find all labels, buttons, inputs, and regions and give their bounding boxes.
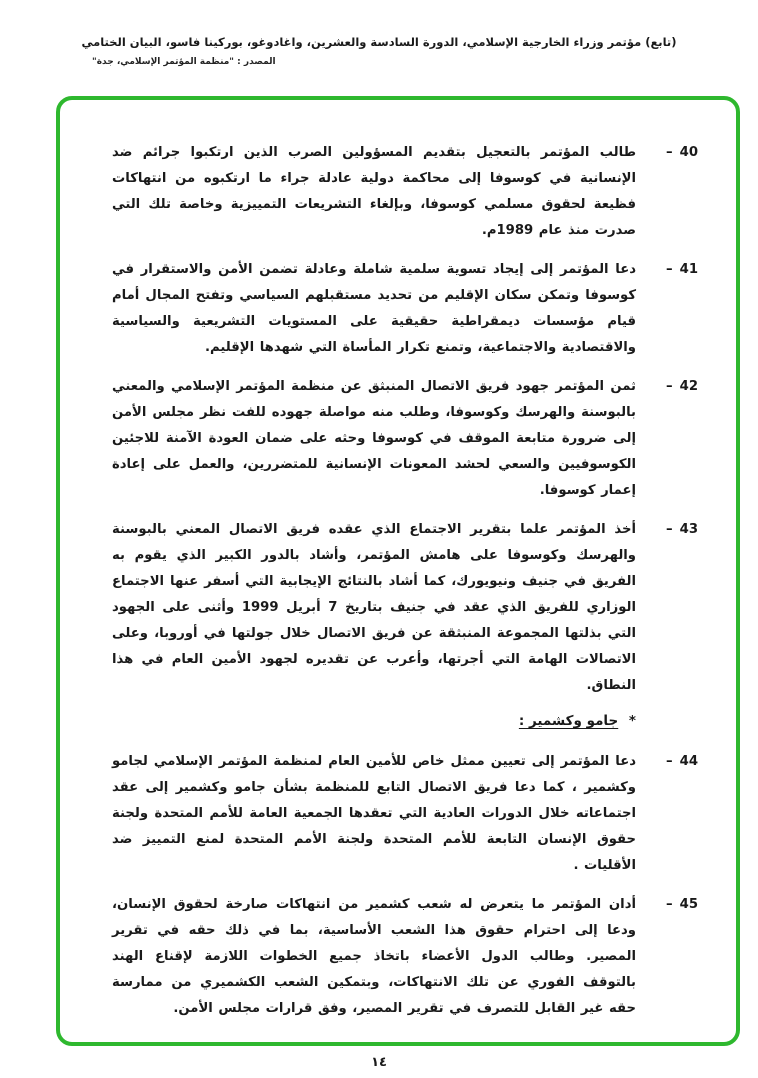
page-footer xyxy=(0,1055,758,1070)
header-source-line xyxy=(0,57,758,67)
item-number: 42 xyxy=(679,379,698,394)
item-number-marker xyxy=(652,374,698,400)
item-number: 41 xyxy=(679,262,698,277)
source-label: المصدر : xyxy=(237,57,276,68)
list-item xyxy=(112,374,698,504)
page-number: ١٤ xyxy=(371,1055,387,1070)
section-heading-text: جامو وكشمير : xyxy=(518,713,619,729)
header-title: (تابع) مؤتمر وزراء الخارجية الإسلامي، الدورة السادسة والعشرين، واغادوغو، بوركينا فاسو، البيان الختامي xyxy=(81,35,677,49)
item-number-marker xyxy=(652,892,698,918)
item-text: أخذ المؤتمر علما بتقرير الاجتماع الذي عقده فريق الاتصال المعني بالبوسنة والهرسك وكوسوفا على هامش المؤتمر، وأشاد بالدور الكبير الذي يقوم به الفريق في جنيف ونيويورك، كما أشاد بالنتائج الإيجابية التي أسفر عنها الاجتماع الوزاري للفريق الذي عقد في جنيف بتاريخ 7 أبريل 1999 وأثنى على الجهود التي بذلتها المجموعة المنبثقة عن فريق الاتصال خلال جولتها في أوروبا، وعلى الاتصالات الهامة التي أجرتها، وأعرب عن تقديره لجهود الأمين العام في هذا النطاق. xyxy=(112,522,636,693)
asterisk-bullet: * xyxy=(624,713,636,729)
source-value: "منظمة المؤتمر الإسلامي، جدة" xyxy=(92,57,235,68)
item-text: طالب المؤتمر بالتعجيل بتقديم المسؤولين الصرب الذين ارتكبوا جرائم ضد الإنسانية في كوسوفا إلى محاكمة دولية عادلة جراء ما ارتكبوه من انتهاكات فظيعة لحقوق مسلمي كوسوفا، وبإلغاء التشريعات التمييزية وخاصة تلك التي صدرت منذ عام 1989م. xyxy=(112,145,636,238)
list-item xyxy=(112,257,698,361)
item-number-marker xyxy=(652,257,698,283)
item-text: دعا المؤتمر إلى إيجاد تسوية سلمية شاملة وعادلة تضمن الأمن والاستقرار في كوسوفا وتمكن سكان الإقليم من تحديد مستقبلهم السياسي وتفتح المجال أمام قيام مؤسسات ديمقراطية حقيقية على المستويات التشريعية والسياسية والاقتصادية والاجتماعية، وتمنع تكرار المأساة التي شهدها الإقليم. xyxy=(112,262,636,355)
item-number: 44 xyxy=(679,754,698,769)
item-dash: – xyxy=(666,522,673,537)
item-dash: – xyxy=(666,754,673,769)
item-number: 45 xyxy=(679,897,698,912)
item-text: أدان المؤتمر ما يتعرض له شعب كشمير من انتهاكات صارخة لحقوق الإنسان، ودعا إلى احترام حقوق هذا الشعب الأساسية، بما في ذلك حقه في تقرير المصير. وطالب الدول الأعضاء باتخاذ جميع الخطوات اللازمة لإقناع الهند بالتوقف الفوري عن تلك الانتهاكات، وبتمكين الشعب الكشميري من ممارسة حقه غير القابل للتصرف في تقرير المصير، وفق قرارات مجلس الأمن. xyxy=(112,897,636,1016)
item-dash: – xyxy=(666,145,673,160)
item-number-marker xyxy=(652,749,698,775)
item-dash: – xyxy=(666,379,673,394)
content-frame xyxy=(56,96,740,1046)
item-number: 40 xyxy=(679,145,698,160)
item-dash: – xyxy=(666,262,673,277)
item-number: 43 xyxy=(679,522,698,537)
item-number-marker xyxy=(652,517,698,543)
list-item xyxy=(112,749,698,879)
list-item xyxy=(112,517,698,699)
content-list xyxy=(60,100,736,1022)
document-header xyxy=(0,0,758,67)
list-item xyxy=(112,892,698,1022)
item-number-marker xyxy=(652,140,698,166)
section-heading xyxy=(112,713,636,729)
item-text: دعا المؤتمر إلى تعيين ممثل خاص للأمين العام لمنظمة المؤتمر الإسلامي لجامو وكشمير ، كما دعا فريق الاتصال التابع للمنظمة بشأن جامو وكشمير إلى عقد اجتماعاته خلال الدورات العادية التي تعقدها الجمعية العامة للأمم المتحدة ولجنة حقوق الإنسان التابعة للأمم المتحدة ولجنة الأمم المتحدة لمنع التمييز ضد الأقليات . xyxy=(112,754,636,873)
item-dash: – xyxy=(666,897,673,912)
list-item xyxy=(112,140,698,244)
item-text: ثمن المؤتمر جهود فريق الاتصال المنبثق عن منظمة المؤتمر الإسلامي والمعني بالبوسنة والهرسك وكوسوفا، وطلب منه مواصلة جهوده للفت نظر مجلس الأمن إلى ضرورة متابعة الموقف في كوسوفا وحثه على ضمان العودة الآمنة للاجئين الكوسوفيين والسعي لحشد المعونات الإنسانية للمتضررين، والعمل على إعادة إعمار كوسوفا. xyxy=(112,379,636,498)
